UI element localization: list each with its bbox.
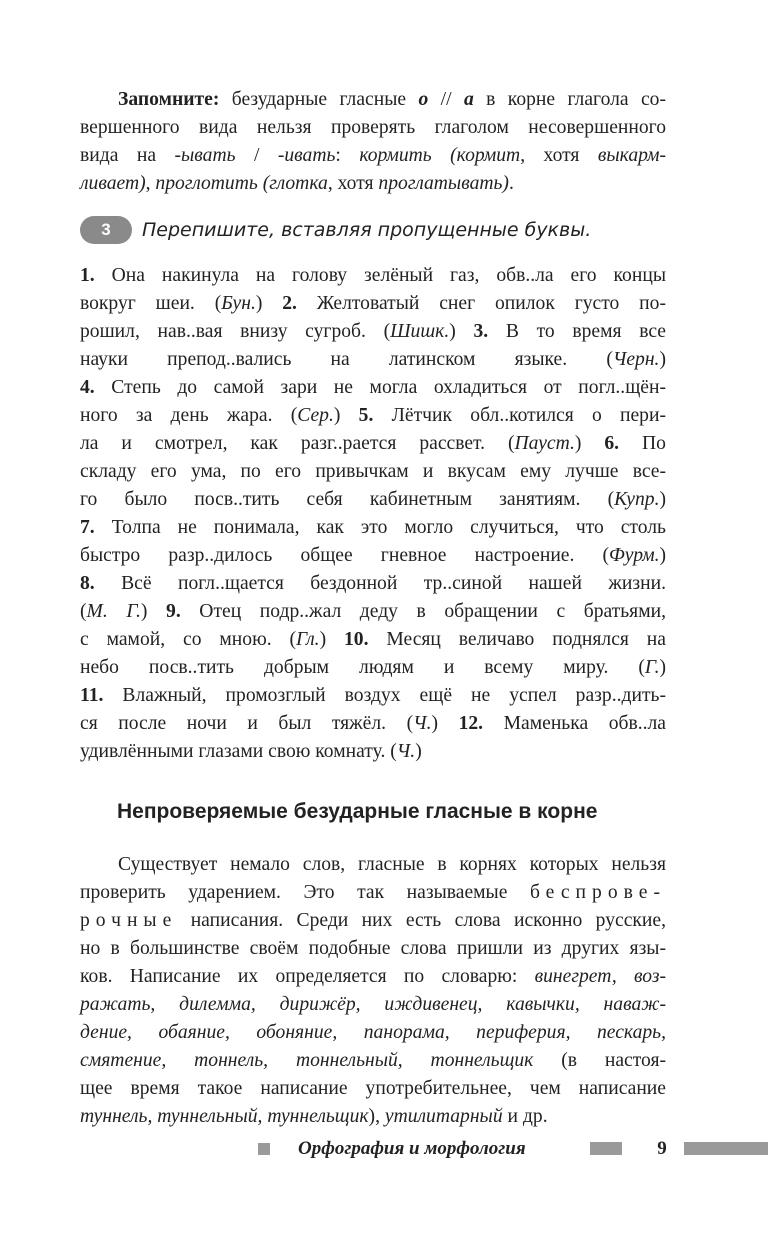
text-segment: По	[619, 433, 666, 454]
text-segment: )	[659, 657, 666, 678]
text-segment: )	[659, 349, 666, 370]
text-segment: 1.	[80, 265, 95, 286]
text-segment: //	[428, 89, 464, 110]
text-segment: туннель, туннельный, туннельщик	[80, 1106, 369, 1127]
text-line	[80, 907, 666, 935]
section-heading: Непроверяемые безударные гласные в корне	[117, 800, 598, 823]
text-line	[80, 374, 666, 402]
text-line	[80, 318, 666, 346]
page-footer	[0, 1134, 768, 1164]
text-segment: 12.	[458, 713, 484, 734]
text-line	[80, 542, 666, 570]
text-segment: )	[659, 489, 666, 510]
text-segment: вокруг шеи. (	[80, 293, 222, 314]
text-line	[80, 430, 666, 458]
text-segment: )	[449, 321, 474, 342]
text-segment: 2.	[282, 293, 297, 314]
text-segment: )	[333, 405, 359, 426]
text-line	[80, 710, 666, 738]
text-segment: )	[255, 293, 283, 314]
text-line	[80, 170, 666, 198]
text-segment: Всё погл..щается бездонной тр..синой нашей жизни.	[94, 573, 666, 594]
text-segment: Бун.	[221, 293, 256, 314]
task-title: Перепишите, вставляя пропущенные буквы.	[142, 219, 592, 241]
text-line	[80, 598, 666, 626]
text-segment: )	[659, 545, 666, 566]
text-segment: (	[80, 601, 87, 622]
text-line	[80, 86, 666, 114]
text-segment: в корне глагола со-	[473, 89, 666, 110]
text-line	[80, 1019, 666, 1047]
text-line	[80, 142, 666, 170]
text-segment: вершенного вида нельзя проверять глаголом несовершенного	[80, 117, 666, 138]
text-segment: проверить ударением. Это так называемые	[80, 882, 530, 903]
text-line	[80, 879, 666, 907]
text-line	[80, 458, 666, 486]
text-segment: безударные гласные	[219, 89, 419, 110]
task-header	[80, 214, 680, 246]
text-segment: написания. Среди них есть слова исконно русские,	[177, 910, 666, 931]
text-segment: Г.	[644, 657, 660, 678]
text-line	[80, 1103, 666, 1131]
text-segment: с мамой, со мною. (	[80, 629, 297, 650]
text-segment: Желтоватый снег опилок густо по-	[296, 293, 666, 314]
text-segment: выкарм-	[597, 145, 666, 166]
text-line	[80, 346, 666, 374]
text-line	[80, 262, 666, 290]
text-segment: -ивать	[277, 145, 336, 166]
text-segment: беспрове-	[529, 882, 666, 903]
text-segment: ражать, дилемма, дирижёр, иждивенец, кавычки, наваж-	[80, 994, 666, 1015]
text-segment: Сер.	[297, 405, 334, 426]
text-line	[80, 1047, 666, 1075]
text-segment: 10.	[343, 629, 369, 650]
text-segment: рочные	[80, 910, 178, 931]
text-segment: а	[463, 89, 474, 110]
text-segment: и др.	[502, 1106, 548, 1127]
text-segment: В то время все	[488, 321, 666, 342]
text-line	[80, 738, 666, 766]
text-segment: ла и смотрел, как разг..рается рассвет. (	[80, 433, 515, 454]
text-segment: 5.	[358, 405, 374, 426]
text-segment: Черн.	[612, 349, 660, 370]
text-segment: Гл.	[296, 629, 320, 650]
text-line	[80, 486, 666, 514]
text-segment: 9.	[166, 601, 181, 622]
text-segment: Ч.	[396, 741, 416, 762]
text-segment: науки препод..вались на латинском языке. (	[80, 349, 613, 370]
text-line	[80, 963, 666, 991]
text-segment: смятение, тоннель, тоннельный, тоннельщик	[80, 1050, 534, 1071]
text-segment: ков. Написание их определяется по словарю:	[80, 966, 535, 987]
text-line	[80, 682, 666, 710]
text-segment: проглатывать)	[378, 173, 509, 194]
text-segment: Маменька обв..ла	[483, 713, 666, 734]
text-segment: ,	[145, 173, 156, 194]
text-line	[80, 114, 666, 142]
text-segment: Запомните:	[118, 89, 220, 110]
text-segment: 4.	[80, 377, 95, 398]
body-paragraph	[80, 851, 666, 1131]
text-segment: Она накинула на голову зелёный газ, обв..ла его концы	[94, 265, 666, 286]
text-segment: небо посв..тить добрым людям и всему миру. (	[80, 657, 645, 678]
text-segment: (в настоя-	[533, 1050, 666, 1071]
text-segment: Существует немало слов, гласные в корнях которых нельзя	[118, 854, 666, 875]
text-line	[80, 290, 666, 318]
text-segment: щее время такое написание употребительнее, чем написание	[80, 1078, 666, 1099]
text-segment: быстро разр..дилось общее гневное настроение. (	[80, 545, 610, 566]
text-segment: Купр.	[614, 489, 660, 510]
text-segment: кормить (кормит	[359, 145, 521, 166]
text-line	[80, 991, 666, 1019]
page-number: 9	[657, 1138, 667, 1159]
text-segment: проглотить (глотка	[155, 173, 328, 194]
text-segment: но в большинстве своём подобные слова пришли из других язы-	[80, 938, 666, 959]
text-line	[80, 570, 666, 598]
text-line	[80, 626, 666, 654]
task-number-badge: 3	[80, 216, 132, 244]
exercise-text	[80, 262, 666, 766]
text-segment: винегрет, воз-	[534, 966, 666, 987]
text-segment: )	[431, 713, 459, 734]
text-segment: ного за день жара. (	[80, 405, 298, 426]
text-line	[80, 654, 666, 682]
text-segment: Толпа не понимала, как это могло случиться, что столь	[94, 517, 666, 538]
text-segment: -ывать	[174, 145, 236, 166]
text-line	[80, 851, 666, 879]
text-segment: , хотя	[520, 145, 598, 166]
text-segment: )	[140, 601, 167, 622]
text-line	[80, 935, 666, 963]
text-segment: ливает)	[80, 173, 146, 194]
text-segment: Пауст.	[514, 433, 575, 454]
text-segment: , хотя	[327, 173, 379, 194]
text-segment: о	[418, 89, 429, 110]
footer-bar-right	[684, 1142, 768, 1155]
remember-note	[80, 86, 666, 198]
text-segment: рошил, нав..вая внизу сугроб. (	[80, 321, 391, 342]
text-line	[80, 1075, 666, 1103]
text-line	[80, 514, 666, 542]
text-segment: 6.	[604, 433, 620, 454]
text-segment: го было посв..тить себя кабинетным занятиям. (	[80, 489, 615, 510]
text-segment: Ч.	[413, 713, 432, 734]
text-segment: )	[574, 433, 605, 454]
text-segment: Влажный, промозглый воздух ещё не успел разр..дить-	[103, 685, 666, 706]
footer-square-marker	[258, 1143, 270, 1155]
text-segment: удивлёнными глазами свою комнату. (	[80, 741, 397, 762]
text-segment: 8.	[80, 573, 95, 594]
text-segment: 11.	[80, 685, 104, 706]
text-segment: дение, обаяние, обоняние, панорама, периферия, пескарь,	[80, 1022, 666, 1043]
footer-bar-left	[590, 1142, 622, 1155]
text-segment: вида на	[80, 145, 175, 166]
text-segment: складу его ума, по его привычкам и вкусам ему лучше все-	[80, 461, 666, 482]
text-segment: Шишк.	[390, 321, 450, 342]
text-segment: Месяц величаво поднялся на	[368, 629, 666, 650]
text-segment: 3.	[473, 321, 489, 342]
text-segment: утилитарный	[384, 1106, 503, 1127]
text-segment: /	[235, 145, 278, 166]
text-segment: )	[415, 741, 422, 762]
footer-section-title: Орфография и морфология	[298, 1138, 526, 1159]
text-segment: ся после ночи и был тяжёл. (	[80, 713, 414, 734]
text-segment: 7.	[80, 517, 95, 538]
text-segment: Лётчик обл..котился о пери-	[373, 405, 666, 426]
text-segment: )	[319, 629, 344, 650]
text-segment: Фурм.	[609, 545, 660, 566]
text-segment: :	[335, 145, 360, 166]
text-segment: ),	[368, 1106, 385, 1127]
text-segment: Степь до самой зари не могла охладиться от погл..щён-	[94, 377, 666, 398]
text-segment: М. Г.	[86, 601, 141, 622]
text-segment: .	[508, 173, 514, 194]
text-line	[80, 402, 666, 430]
text-segment: Отец подр..жал деду в обращении с братьями,	[180, 601, 666, 622]
